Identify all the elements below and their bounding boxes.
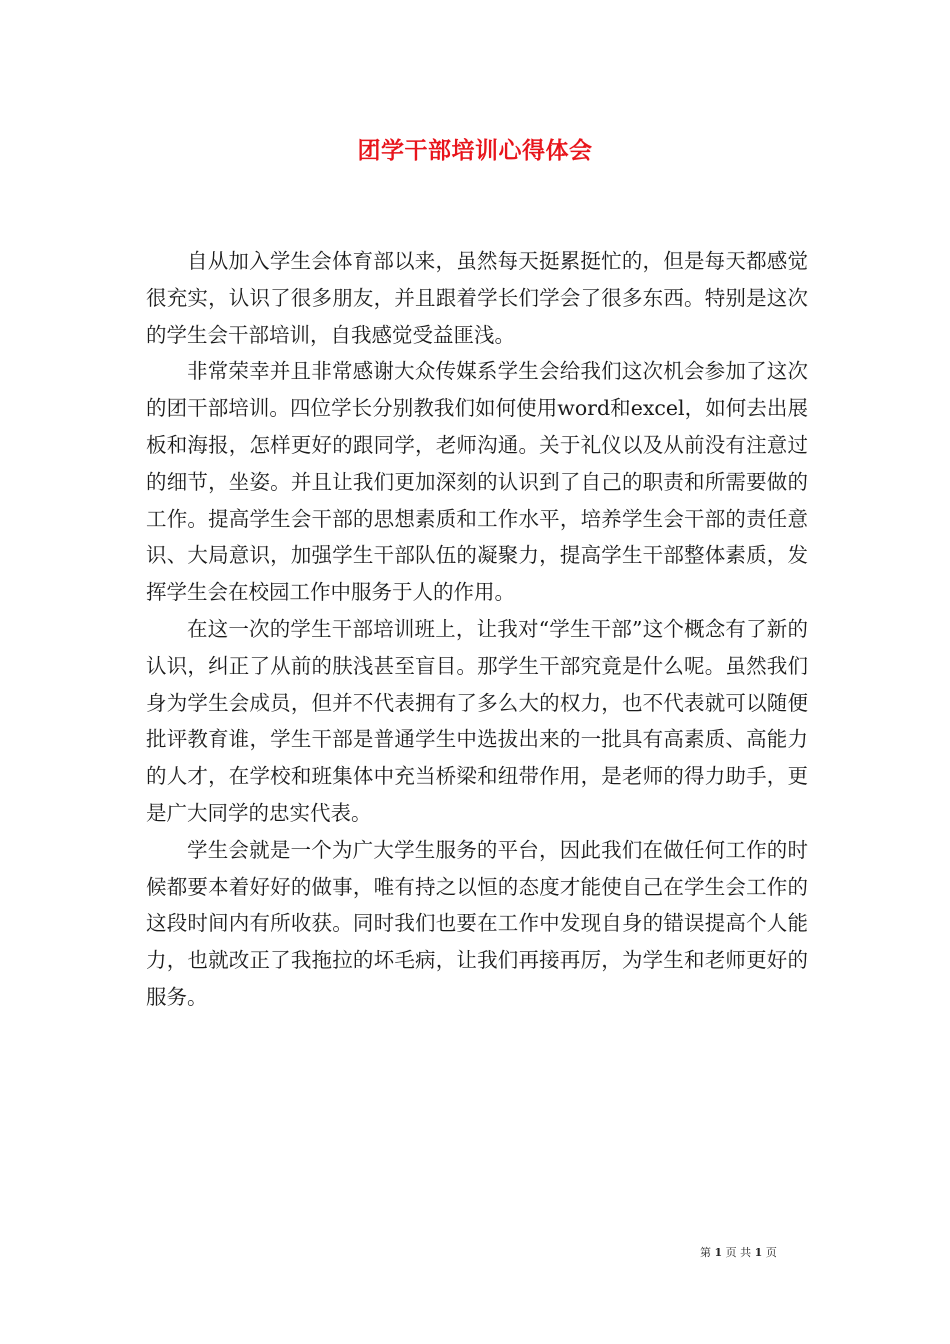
paragraph-2: 非常荣幸并且非常感谢大众传媒系学生会给我们这次机会参加了这次的团干部培训。四位学长分别教我们如何使用word和excel，如何去出展板和海报，怎样更好的跟同学，老师沟通。关于礼仪以及从前没有注意过的细节，坐姿。并且让我们更加深刻的认识到了自己的职责和所需要做的工作。提高学生会干部的思想素质和工作水平，培养学生会干部的责任意识、大局意识，加强学生干部队伍的凝聚力，提高学生干部整体素质，发挥学生会在校园工作中服务于人的作用。 [146,359,808,605]
document-title: 团学干部培训心得体会 [357,137,593,164]
footer-suffix: 页 [765,1246,777,1259]
footer-total-pages: 1 [754,1246,763,1259]
paragraph-1: 自从加入学生会体育部以来，虽然每天挺累挺忙的，但是每天都感觉很充实，认识了很多朋友，并且跟着学长们学会了很多东西。特别是这次的学生会干部培训，自我感觉受益匪浅。 [146,249,808,347]
footer-prefix: 第 [700,1246,711,1259]
paragraph-4: 学生会就是一个为广大学生服务的平台，因此我们在做任何工作的时候都要本着好好的做事，唯有持之以恒的态度才能使自己在学生会工作的这段时间内有所收获。同时我们也要在工作中发现自身的错误提高个人能力，也就改正了我拖拉的坏毛病，让我们再接再厉，为学生和老师更好的服务。 [146,837,808,1009]
page-number-footer [700,1244,860,1260]
paragraph-3: 在这一次的学生干部培训班上，让我对“学生干部”这个概念有了新的认识，纠正了从前的肤浅甚至盲目。那学生干部究竟是什么呢。虽然我们身为学生会成员，但并不代表拥有了多么大的权力，也不代表就可以随便批评教育谁，学生干部是普通学生中选拔出来的一批具有高素质、高能力的人才，在学校和班集体中充当桥梁和纽带作用，是老师的得力助手，更是广大同学的忠实代表。 [146,616,808,825]
document-body [146,243,808,1016]
footer-middle: 页 共 [725,1246,752,1259]
footer-current-page: 1 [714,1246,723,1259]
